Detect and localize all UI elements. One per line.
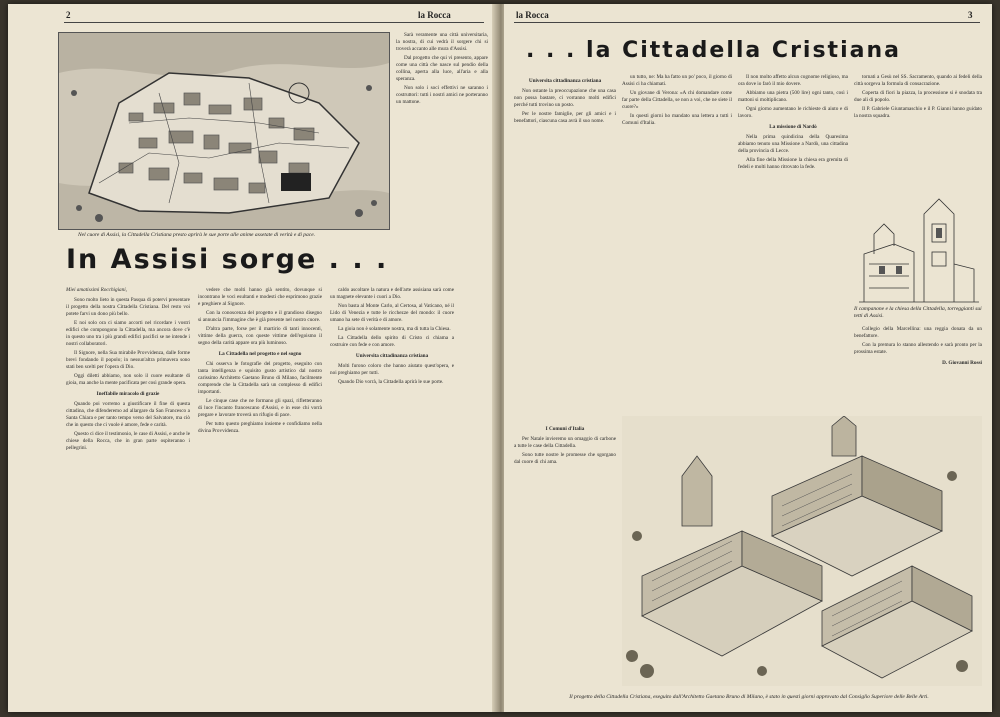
paragraph: Sono molto lieto in questa Pasqua di potervi presentare il progetto della nostra Cittadella Cristiana. Del resto voi potete farvi un dono più bello. [66, 297, 190, 317]
left-column-2 [198, 287, 322, 702]
paragraph: Per Natale invieremo un omaggio di carbone a tutte le case della Cittadella. [514, 436, 616, 449]
paragraph: Con la premura lo stanno allestendo e sarà pronto per la prossima estate. [854, 342, 982, 355]
left-page [8, 4, 496, 712]
paragraph: E noi solo ora ci siamo accorti nel ricordare i vostri edifici che compongono la Cittadella, ma ancora dove c'è in questo uno tra i più grandi edifici pacifici se ne intende i nostri collaboratori. [66, 320, 190, 347]
paragraph: Quando poi vorremo a giustificare il fine di questa cittadina, che difenderemo ad allargare da San Francesco a Santa Chiara e per tanto tempo verso del Salvatore, ma ciò che in questo che ci vuole è amore, fede e carità. [66, 401, 190, 428]
paragraph: La gioia non è solamente nostra, ma di tutta la Chiesa. [338, 326, 451, 332]
paragraph: Dal progetto che qui vi presento, appare come una città che nasce sul pendio della collina, aperta alla luce, all'aria e alla speranza. [396, 55, 488, 82]
paragraph: Le cinque case che ne formano gli spazi, rifletteranno di luce l'incanto francescano d'Assisi, e in esse chi vorrà pregare e lavorare troverà un rifugio di pace. [198, 398, 322, 418]
paragraph: Nella prima quindicina della Quaresima abbiamo tenuto una Missione a Nardò, una cittadina della provincia di Lecce. [738, 134, 848, 154]
paragraph: Il Signore, nella Sua mirabile Provvidenza, dalle forme brevi fondando il popolo; in nessun'altra primavera sono stati ben scelti per l'opera di Dio. [66, 350, 190, 370]
paragraph: un tutto, ne: Ma ha fatto un po' poco, il giorno di Assisi ci ha chiamati. [622, 74, 732, 87]
running-head-left: la Rocca [418, 10, 451, 20]
subheading: Universita cittadinanza cristiana [528, 78, 602, 84]
paragraph: Ogni giorno aumentano le richieste di aiuto e di lavoro. [738, 106, 848, 119]
paragraph: vedere che molti hanno già sentito, dovunque si incontrano le voci esultanti e modesti che esprimono grazie e preghiere al Signore. [198, 287, 322, 307]
paragraph: Coperta di fiori la piazza, la processione si è snodata tra due ali di popolo. [854, 90, 982, 103]
right-column-1 [514, 74, 616, 414]
map-drawing [59, 33, 389, 229]
map-caption: Nel cuore di Assisi, la Cittadella Cristiana presto aprirà le sue porte alle anime assetate di verità e di pace. [78, 232, 316, 238]
paragraph: Questo ci dice il testimonio, le case di Assisi, e anche le chiese della Rocca, che in gran parte ospiteranno i pellegrini. [66, 431, 190, 451]
paragraph: Non solo i soci effettivi ne saranno i costruttori: tutti i nostri amici ne porteranno un mattone. [396, 85, 488, 105]
paragraph: Collegio della Marcellina: una reggia donata da un benefattore. [854, 326, 982, 339]
right-column-2 [622, 74, 732, 414]
header-rule-left [64, 22, 484, 23]
header-rule-right [514, 22, 980, 23]
tower-caption: Il campanone e la chiesa della Cittadella, torreggianti sui tetti di Assisi. [854, 306, 982, 320]
running-head-right: la Rocca [516, 10, 549, 20]
paragraph: Chi osserva le fotografie del progetto, eseguito con tanta intelligenza e squisito gusto artistico dal nostro carissimo Architetto Gaetano Bruno di Milano, facilmente comprende che la Cittadella sarà un complesso di edifici importanti. [198, 361, 322, 395]
paragraph: Non ostante la preoccupazione che una casa non possa bastare, ci vorranno molti edifici perché tutti trovino un posto. [514, 88, 616, 108]
paragraph: Abbiamo una pietra (500 lire) ogni tanto, così i mattoni si moltiplicano. [738, 90, 848, 103]
paragraph: Sarà veramente una città universitaria, la nostra, di cui vedrà il sorgere chi si troverà accanto alle mura d'Assisi. [396, 32, 488, 52]
right-column-4-top [854, 74, 982, 192]
paragraph: Il non molto affetto alcun cognome religioso, ma ora dove io farò il mio dovere. [738, 74, 848, 87]
salutation: Miei amatissimi Rocchigiani, [66, 287, 127, 293]
paragraph: Non basta al Monte Carlo, al Certosa, al Vaticano, né il Lido di Venezia e tutte le ricchezze del mondo: il cuore umano ha sete di verità e di amore. [330, 303, 454, 323]
subheading: La missione di Nardò [769, 124, 817, 130]
paragraph: Per tutto questo preghiamo insieme e confidiamo nella divina Provvidenza. [198, 421, 322, 434]
paragraph: Molti furono coloro che hanno aiutato quest'opera, e noi preghiamo per tutti. [330, 363, 454, 376]
right-column-4-bottom [854, 326, 982, 416]
cittadella-architectural-render [622, 416, 982, 686]
left-column-top [396, 32, 488, 232]
paragraph: Un giovane di Verona: «A chi domandare come far parte della Cittadella, se non a voi, che ne siete il cuore?» [622, 90, 732, 110]
left-column-1 [66, 287, 190, 702]
page-number-right: 3 [968, 10, 973, 20]
paragraph: Sono tutte nostre le promesse che sgorgano dal cuore di chi ama. [514, 452, 616, 465]
paragraph: Il P. Gabriele Giuntamaschio e il P. Gianni hanno guidato la nostra squadra. [854, 106, 982, 119]
paragraph: tornati a Gesù nel SS. Sacramento, quando ai fedeli della città sorgeva la formula di consacrazione. [854, 74, 982, 87]
paragraph: Alla fine della Missione la chiesa era gremita di fedeli e molti hanno ritrovato la fede. [738, 157, 848, 170]
paragraph: Oggi diletti abbiamo, non solo il cuore esultante di gioia, ma anche la mente pacificata per così grande opera. [66, 373, 190, 386]
paragraph: caldo ascoltare la natura e dell'arte assisiana sarà come un magnete elevante i cuori a Dio. [330, 287, 454, 300]
assisi-map-illustration [58, 32, 390, 230]
render-caption: Il progetto della Cittadella Cristiana, eseguito dall'Architetto Gaetano Bruno di Milano, è stato in questi giorni approvato dal Consiglio Superiore delle Belle Arti. [569, 694, 929, 700]
headline-right: . . . la Cittadella Cristiana [526, 38, 901, 63]
subheading: Ineffabile miracolo di grazie [96, 391, 160, 397]
left-column-3 [330, 287, 454, 702]
paragraph: Per le nostre famiglie, per gli amici e i benefattori, ciascuna casa avrà il suo nome. [514, 111, 616, 124]
signature: D. Giovanni Rossi [942, 360, 982, 366]
paragraph: Quando Dio vorrà, la Cittadella aprirà le sue porte. [338, 379, 444, 385]
subheading: La Cittadella nel progetto e nel sogno [218, 351, 302, 357]
headline-left: In Assisi sorge . . . [66, 244, 389, 275]
page-number-left: 2 [66, 10, 71, 20]
bell-tower-sketch [854, 194, 982, 304]
right-page [504, 4, 992, 712]
subheading: Universita cittadinanza cristiana [355, 353, 429, 359]
paragraph: In questi giorni ho mandato una lettera a tutti i Comuni d'Italia. [622, 113, 732, 126]
right-column-3 [738, 74, 848, 414]
paragraph: D'altra parte, forse per il martirio di tanti innocenti, vittime della guerra, con queste vittime dell'egoismo il segno della carità appare ora più luminoso. [198, 326, 322, 346]
paragraph: La Cittadella dello spirito di Cristo ci chiama a costruire con fede e con amore. [330, 335, 454, 348]
magazine-spread [8, 4, 992, 712]
paragraph: Con la conoscenza del progetto e il grandioso disegno si annuncia l'immagine che è già presente nel nostro cuore. [198, 310, 322, 323]
right-column-1-bottom [514, 422, 616, 692]
subheading: I Comuni d'Italia [545, 426, 585, 432]
